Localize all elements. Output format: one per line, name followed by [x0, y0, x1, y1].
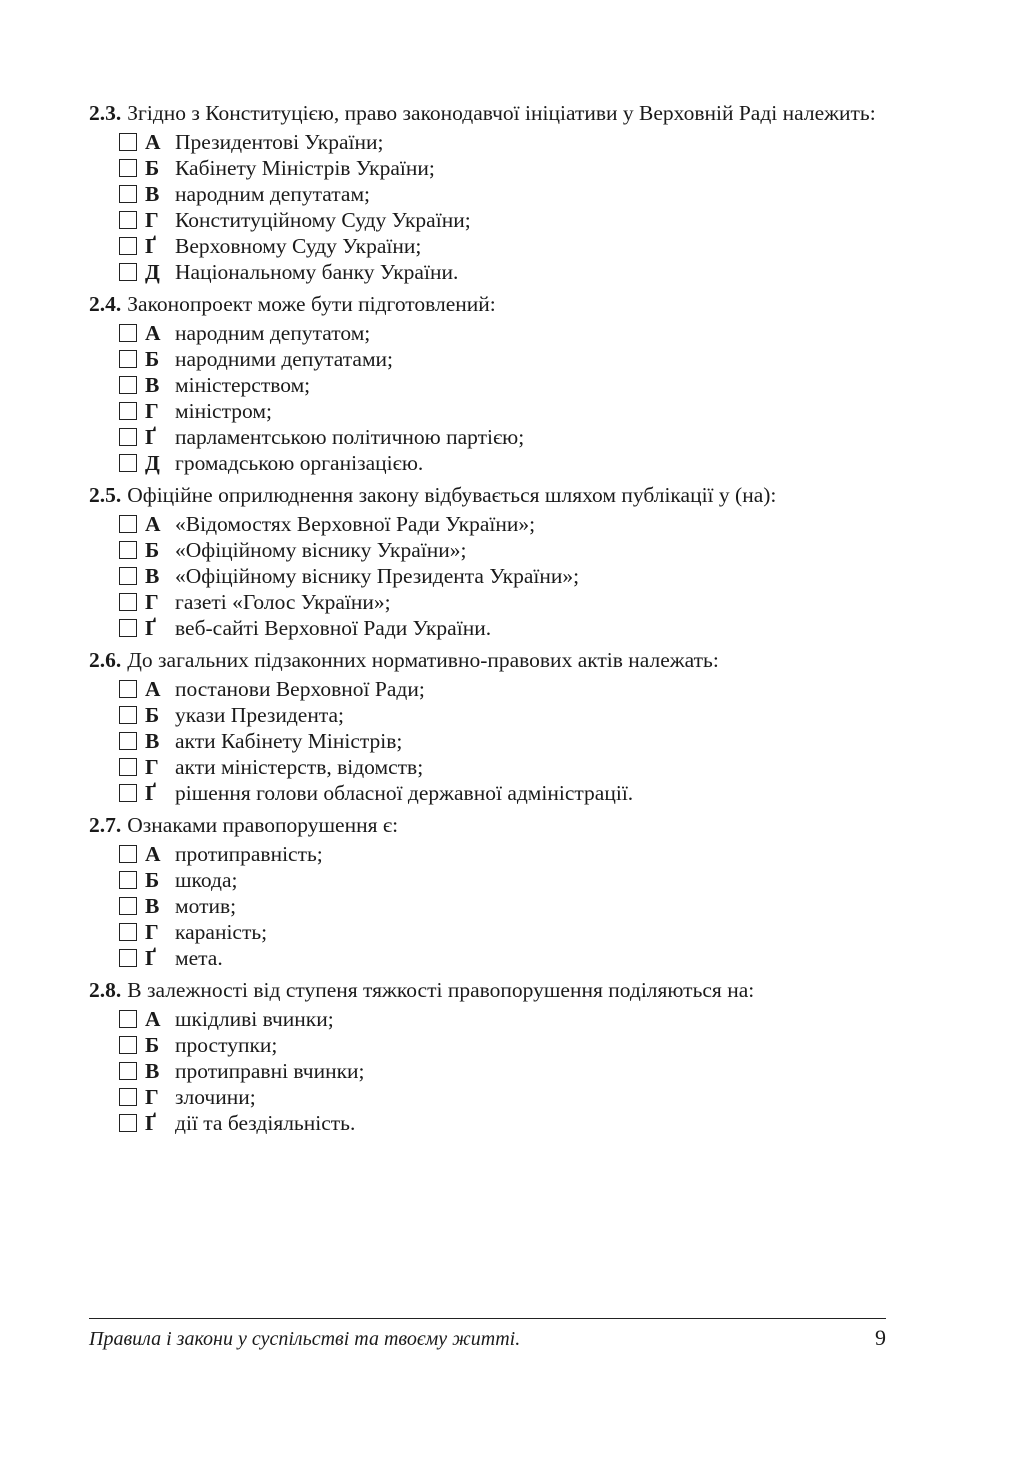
- answer-option[interactable]: [119, 676, 886, 702]
- option-letter: В: [145, 182, 160, 206]
- option-letter: Г: [145, 755, 159, 779]
- answer-option[interactable]: [119, 702, 886, 728]
- questions-content: [89, 100, 886, 1142]
- answer-option[interactable]: [119, 424, 886, 450]
- option-text: протиправність;: [175, 842, 323, 866]
- option-text: «Офіційному віснику Президента України»;: [175, 564, 580, 588]
- question-text: До загальних підзаконних нормативно-правових актів належать:: [127, 648, 719, 672]
- question-text: Законопроект може бути підготовлений:: [127, 292, 496, 316]
- answer-option[interactable]: [119, 1006, 886, 1032]
- question-block: [89, 482, 886, 641]
- answer-checkbox[interactable]: [119, 923, 137, 941]
- footer-title: Правила і закони у суспільстві та твоєму житті.: [89, 1328, 521, 1350]
- option-letter: Б: [145, 703, 160, 727]
- question-number: 2.6.: [89, 648, 122, 672]
- question-text: Ознаками правопорушення є:: [127, 813, 399, 837]
- option-text: мотив;: [175, 894, 237, 918]
- option-text: протиправні вчинки;: [175, 1059, 365, 1083]
- answer-checkbox[interactable]: [119, 515, 137, 533]
- option-text: веб-сайті Верховної Ради України.: [175, 616, 492, 640]
- question-block: [89, 647, 886, 806]
- answer-option[interactable]: [119, 207, 886, 233]
- option-letter: Б: [145, 156, 160, 180]
- option-text: акти міністерств, відомств;: [175, 755, 424, 779]
- option-letter: Г: [145, 208, 159, 232]
- answer-checkbox[interactable]: [119, 949, 137, 967]
- option-letter: В: [145, 564, 160, 588]
- option-text: громадською організацією.: [175, 451, 424, 475]
- option-letter: Ґ: [145, 1111, 157, 1135]
- option-letter: В: [145, 894, 160, 918]
- option-letter: Д: [145, 260, 160, 284]
- answer-option[interactable]: [119, 945, 886, 971]
- option-text: дії та бездіяльність.: [175, 1111, 356, 1135]
- answer-option[interactable]: [119, 511, 886, 537]
- answer-option[interactable]: [119, 841, 886, 867]
- answer-checkbox[interactable]: [119, 428, 137, 446]
- answer-option[interactable]: [119, 754, 886, 780]
- answer-checkbox[interactable]: [119, 454, 137, 472]
- answer-checkbox[interactable]: [119, 732, 137, 750]
- option-letter: В: [145, 1059, 160, 1083]
- option-text: шкода;: [175, 868, 238, 892]
- answer-checkbox[interactable]: [119, 133, 137, 151]
- answer-option[interactable]: [119, 346, 886, 372]
- answer-option[interactable]: [119, 320, 886, 346]
- option-letter: Б: [145, 538, 160, 562]
- answer-checkbox[interactable]: [119, 350, 137, 368]
- option-letter: Б: [145, 1033, 160, 1057]
- answer-option[interactable]: [119, 259, 886, 285]
- option-text: Верховному Суду України;: [175, 234, 422, 258]
- answer-option[interactable]: [119, 450, 886, 476]
- option-text: «Відомостях Верховної Ради України»;: [175, 512, 536, 536]
- option-letter: Ґ: [145, 234, 157, 258]
- option-letter: Б: [145, 868, 160, 892]
- answer-checkbox[interactable]: [119, 237, 137, 255]
- answer-option[interactable]: [119, 615, 886, 641]
- option-letter: Ґ: [145, 946, 157, 970]
- option-letter: А: [145, 1007, 161, 1031]
- question-block: [89, 812, 886, 971]
- answer-option[interactable]: [119, 893, 886, 919]
- answer-checkbox[interactable]: [119, 897, 137, 915]
- option-text: народними депутатами;: [175, 347, 394, 371]
- answer-checkbox[interactable]: [119, 1036, 137, 1054]
- question-stem: [89, 977, 886, 1003]
- question-stem: [89, 812, 886, 838]
- answer-checkbox[interactable]: [119, 758, 137, 776]
- question-block: [89, 100, 886, 285]
- answer-checkbox[interactable]: [119, 784, 137, 802]
- answer-options-list: [89, 511, 886, 641]
- option-text: шкідливі вчинки;: [175, 1007, 334, 1031]
- question-stem: [89, 647, 886, 673]
- question-number: 2.7.: [89, 813, 122, 837]
- option-letter: А: [145, 677, 161, 701]
- question-number: 2.8.: [89, 978, 122, 1002]
- option-text: міністром;: [175, 399, 272, 423]
- answer-checkbox[interactable]: [119, 619, 137, 637]
- option-letter: Г: [145, 1085, 159, 1109]
- question-block: [89, 291, 886, 476]
- option-letter: Ґ: [145, 616, 157, 640]
- option-text: Конституційному Суду України;: [175, 208, 471, 232]
- answer-checkbox[interactable]: [119, 1010, 137, 1028]
- option-letter: Г: [145, 399, 159, 423]
- option-text: народним депутатом;: [175, 321, 371, 345]
- answer-checkbox[interactable]: [119, 871, 137, 889]
- option-text: «Офіційному віснику України»;: [175, 538, 467, 562]
- option-text: Президентові України;: [175, 130, 384, 154]
- answer-checkbox[interactable]: [119, 680, 137, 698]
- answer-option[interactable]: [119, 1110, 886, 1136]
- answer-option[interactable]: [119, 129, 886, 155]
- option-text: караність;: [175, 920, 268, 944]
- page-number: 9: [875, 1325, 886, 1350]
- option-letter: Ґ: [145, 425, 157, 449]
- answer-option[interactable]: [119, 372, 886, 398]
- question-number: 2.5.: [89, 483, 122, 507]
- option-letter: А: [145, 842, 161, 866]
- answer-checkbox[interactable]: [119, 541, 137, 559]
- answer-checkbox[interactable]: [119, 402, 137, 420]
- answer-option[interactable]: [119, 1032, 886, 1058]
- option-letter: Г: [145, 920, 159, 944]
- answer-checkbox[interactable]: [119, 324, 137, 342]
- option-text: газеті «Голос України»;: [175, 590, 391, 614]
- answer-checkbox[interactable]: [119, 593, 137, 611]
- option-text: Кабінету Міністрів України;: [175, 156, 435, 180]
- question-number: 2.4.: [89, 292, 122, 316]
- answer-checkbox[interactable]: [119, 706, 137, 724]
- option-text: рішення голови обласної державної адміністрації.: [175, 781, 634, 805]
- answer-option[interactable]: [119, 398, 886, 424]
- option-text: міністерством;: [175, 373, 311, 397]
- answer-option[interactable]: [119, 728, 886, 754]
- answer-checkbox[interactable]: [119, 1114, 137, 1132]
- option-letter: В: [145, 373, 160, 397]
- option-text: парламентською політичною партією;: [175, 425, 525, 449]
- option-letter: Г: [145, 590, 159, 614]
- answer-checkbox[interactable]: [119, 263, 137, 281]
- option-letter: Б: [145, 347, 160, 371]
- option-text: Національному банку України.: [175, 260, 459, 284]
- answer-options-list: [89, 320, 886, 476]
- answer-options-list: [89, 1006, 886, 1136]
- answer-option[interactable]: [119, 780, 886, 806]
- answer-checkbox[interactable]: [119, 1062, 137, 1080]
- option-letter: А: [145, 512, 161, 536]
- question-number: 2.3.: [89, 101, 122, 125]
- answer-options-list: [89, 129, 886, 285]
- answer-option[interactable]: [119, 155, 886, 181]
- answer-option[interactable]: [119, 589, 886, 615]
- answer-option[interactable]: [119, 233, 886, 259]
- option-letter: В: [145, 729, 160, 753]
- option-text: мета.: [175, 946, 223, 970]
- answer-option[interactable]: [119, 563, 886, 589]
- answer-options-list: [89, 676, 886, 806]
- question-block: [89, 977, 886, 1136]
- option-text: народним депутатам;: [175, 182, 371, 206]
- option-text: злочини;: [175, 1085, 256, 1109]
- answer-option[interactable]: [119, 919, 886, 945]
- option-text: укази Президента;: [175, 703, 345, 727]
- answer-option[interactable]: [119, 537, 886, 563]
- question-text: Офіційне оприлюднення закону відбувається шляхом публікації у (на):: [127, 483, 777, 507]
- answer-checkbox[interactable]: [119, 211, 137, 229]
- question-stem: [89, 482, 886, 508]
- answer-checkbox[interactable]: [119, 185, 137, 203]
- answer-option[interactable]: [119, 1058, 886, 1084]
- answer-option[interactable]: [119, 1084, 886, 1110]
- answer-checkbox[interactable]: [119, 159, 137, 177]
- option-letter: А: [145, 130, 161, 154]
- answer-checkbox[interactable]: [119, 1088, 137, 1106]
- answer-checkbox[interactable]: [119, 376, 137, 394]
- question-stem: [89, 291, 886, 317]
- answer-option[interactable]: [119, 181, 886, 207]
- option-letter: Ґ: [145, 781, 157, 805]
- answer-checkbox[interactable]: [119, 845, 137, 863]
- option-letter: Д: [145, 451, 160, 475]
- option-text: акти Кабінету Міністрів;: [175, 729, 403, 753]
- answer-options-list: [89, 841, 886, 971]
- option-letter: А: [145, 321, 161, 345]
- page-footer: [89, 1318, 886, 1351]
- option-text: проступки;: [175, 1033, 278, 1057]
- answer-option[interactable]: [119, 867, 886, 893]
- question-stem: [89, 100, 886, 126]
- answer-checkbox[interactable]: [119, 567, 137, 585]
- option-text: постанови Верховної Ради;: [175, 677, 425, 701]
- question-text: В залежності від ступеня тяжкості правопорушення поділяються на:: [127, 978, 755, 1002]
- question-text: Згідно з Конституцією, право законодавчої ініціативи у Верховній Раді належить:: [127, 101, 876, 125]
